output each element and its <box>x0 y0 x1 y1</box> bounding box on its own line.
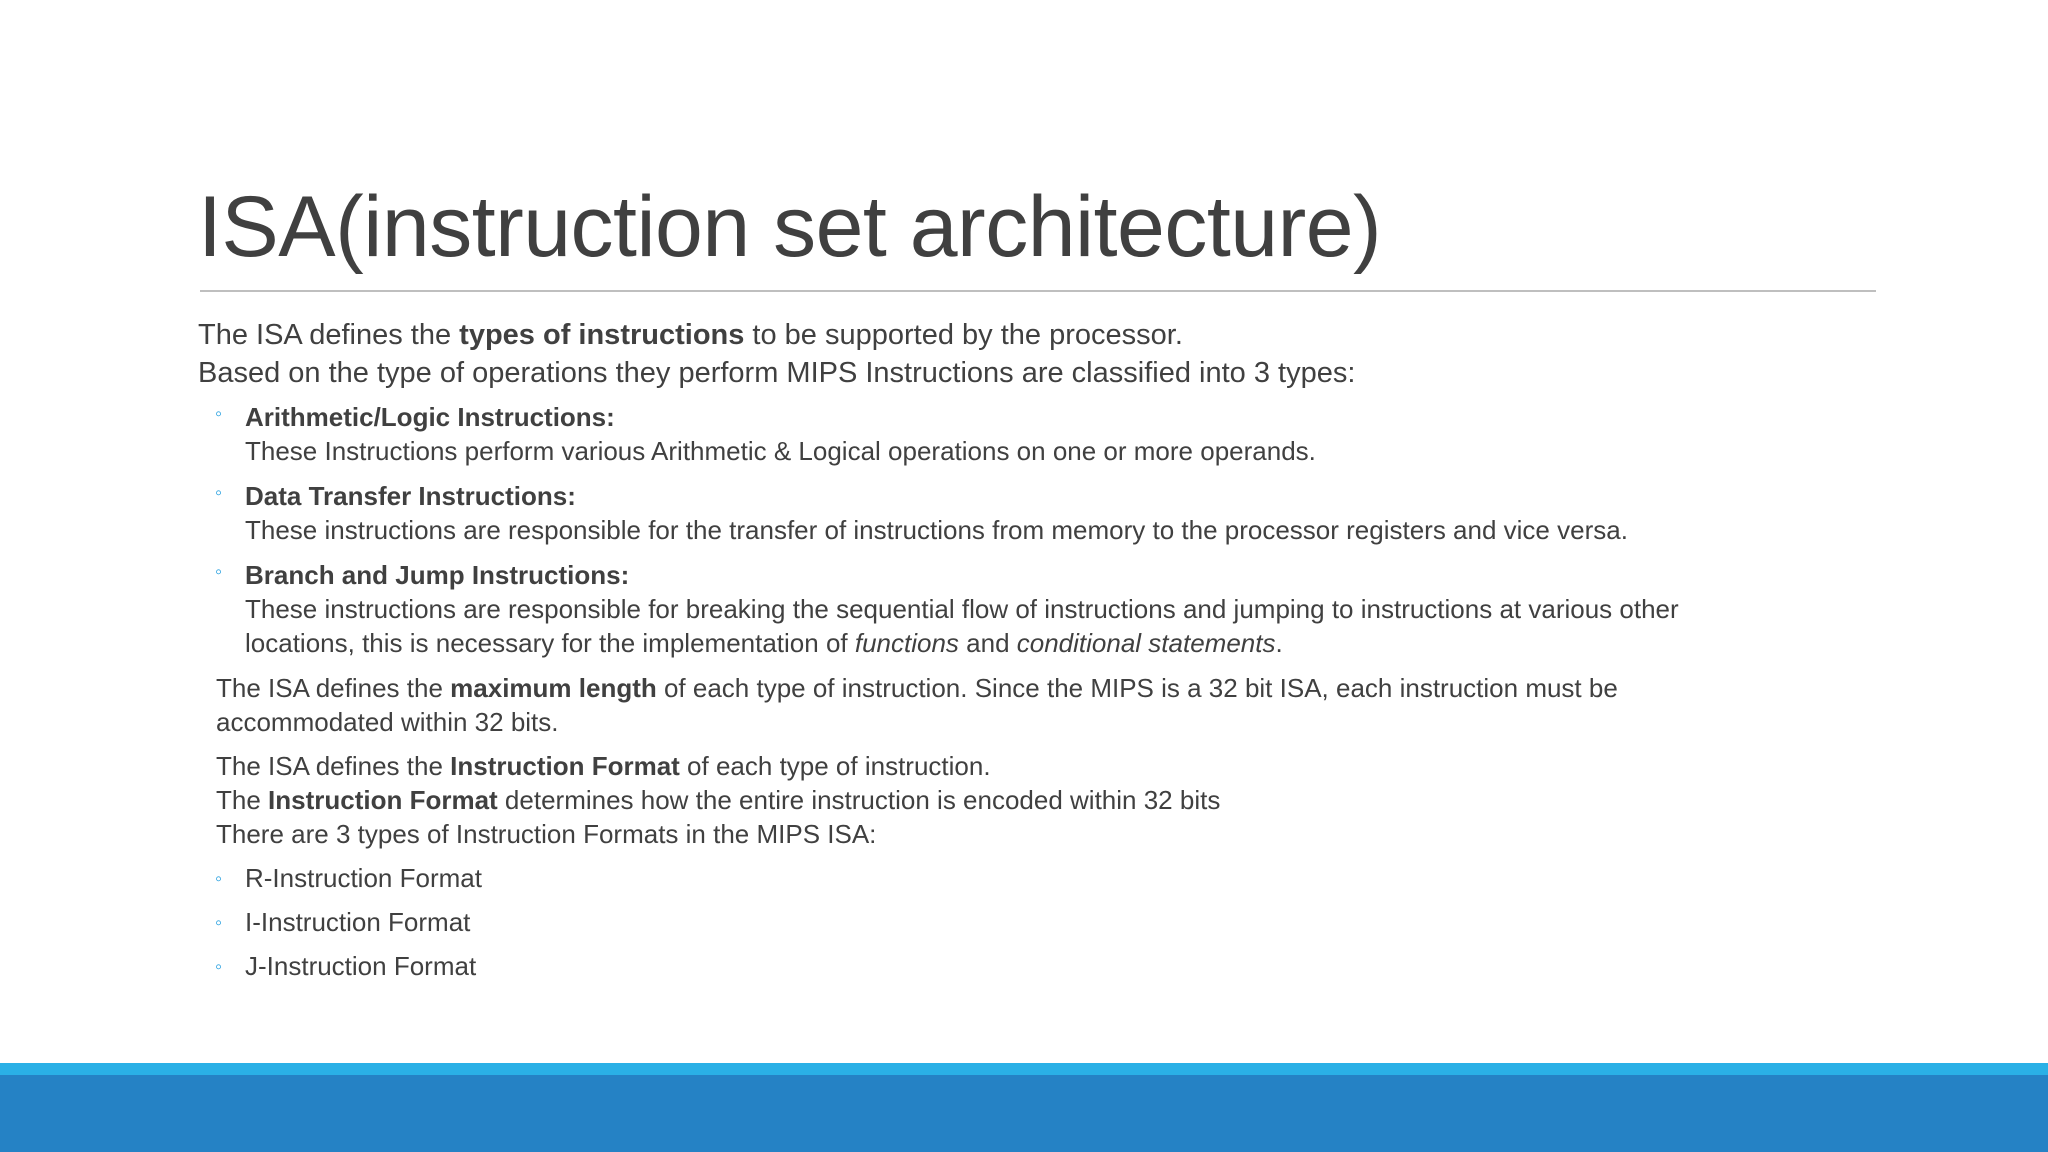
instruction-formats-list <box>198 861 1898 983</box>
emphasis-functions: functions <box>854 628 959 658</box>
bullet-icon: ◦ <box>215 868 223 890</box>
footer-band <box>0 1075 2048 1152</box>
emphasis-instruction-format: Instruction Format <box>268 785 498 815</box>
list-item-j-format <box>198 949 1898 983</box>
bullet-icon: ◦ <box>215 956 223 978</box>
emphasis-conditional-statements: conditional statements <box>1016 628 1276 658</box>
emphasis-types-of-instructions: types of instructions <box>459 319 745 351</box>
slide-body <box>198 316 1898 993</box>
max-length-line-1: The ISA defines the maximum length of each type of instruction. Since the MIPS is a 32 bit ISA, each instruction must be <box>216 673 1618 703</box>
instruction-types-list <box>198 400 1898 660</box>
intro-paragraph <box>198 316 1898 392</box>
emphasis-maximum-length: maximum length <box>450 673 657 703</box>
bullet-icon: ◦ <box>215 912 223 934</box>
slide-title: ISA(instruction set architecture) <box>198 179 1382 275</box>
item-heading: Data Transfer Instructions: <box>245 481 576 511</box>
list-item-arithmetic-logic <box>198 400 1898 468</box>
item-label: R-Instruction Format <box>245 863 482 893</box>
item-label: J-Instruction Format <box>245 951 477 981</box>
list-item-r-format <box>198 861 1898 895</box>
instruction-format-paragraph <box>216 749 1898 851</box>
item-description: These instructions are responsible for the transfer of instructions from memory to the processor registers and vice versa. <box>245 515 1628 545</box>
emphasis-instruction-format: Instruction Format <box>450 751 680 781</box>
max-length-line-2: accommodated within 32 bits. <box>216 707 559 737</box>
item-heading: Arithmetic/Logic Instructions: <box>245 402 615 432</box>
title-divider <box>200 290 1876 292</box>
item-description: These Instructions perform various Arithmetic & Logical operations on one or more operands. <box>245 436 1316 466</box>
item-label: I-Instruction Format <box>245 907 471 937</box>
bullet-icon: ◦ <box>215 561 223 583</box>
footer-band-accent <box>0 1063 2048 1075</box>
item-description-line-1: These instructions are responsible for breaking the sequential flow of instructions and jumping to instructions at various other <box>245 594 1679 624</box>
bullet-icon: ◦ <box>215 403 223 425</box>
list-item-i-format <box>198 905 1898 939</box>
format-line-3: There are 3 types of Instruction Formats in the MIPS ISA: <box>216 819 877 849</box>
list-item-branch-jump <box>198 558 1898 660</box>
max-length-paragraph <box>216 671 1898 739</box>
list-item-data-transfer <box>198 479 1898 547</box>
intro-line-2: Based on the type of operations they perform MIPS Instructions are classified into 3 types: <box>198 357 1356 389</box>
format-line-2: The Instruction Format determines how the entire instruction is encoded within 32 bits <box>216 785 1221 815</box>
item-heading: Branch and Jump Instructions: <box>245 560 630 590</box>
bullet-icon: ◦ <box>215 482 223 504</box>
intro-line-1: The ISA defines the types of instructions to be supported by the processor. <box>198 319 1183 351</box>
format-line-1: The ISA defines the Instruction Format of each type of instruction. <box>216 751 991 781</box>
item-description-line-2: locations, this is necessary for the implementation of functions and conditional statements. <box>245 628 1283 658</box>
